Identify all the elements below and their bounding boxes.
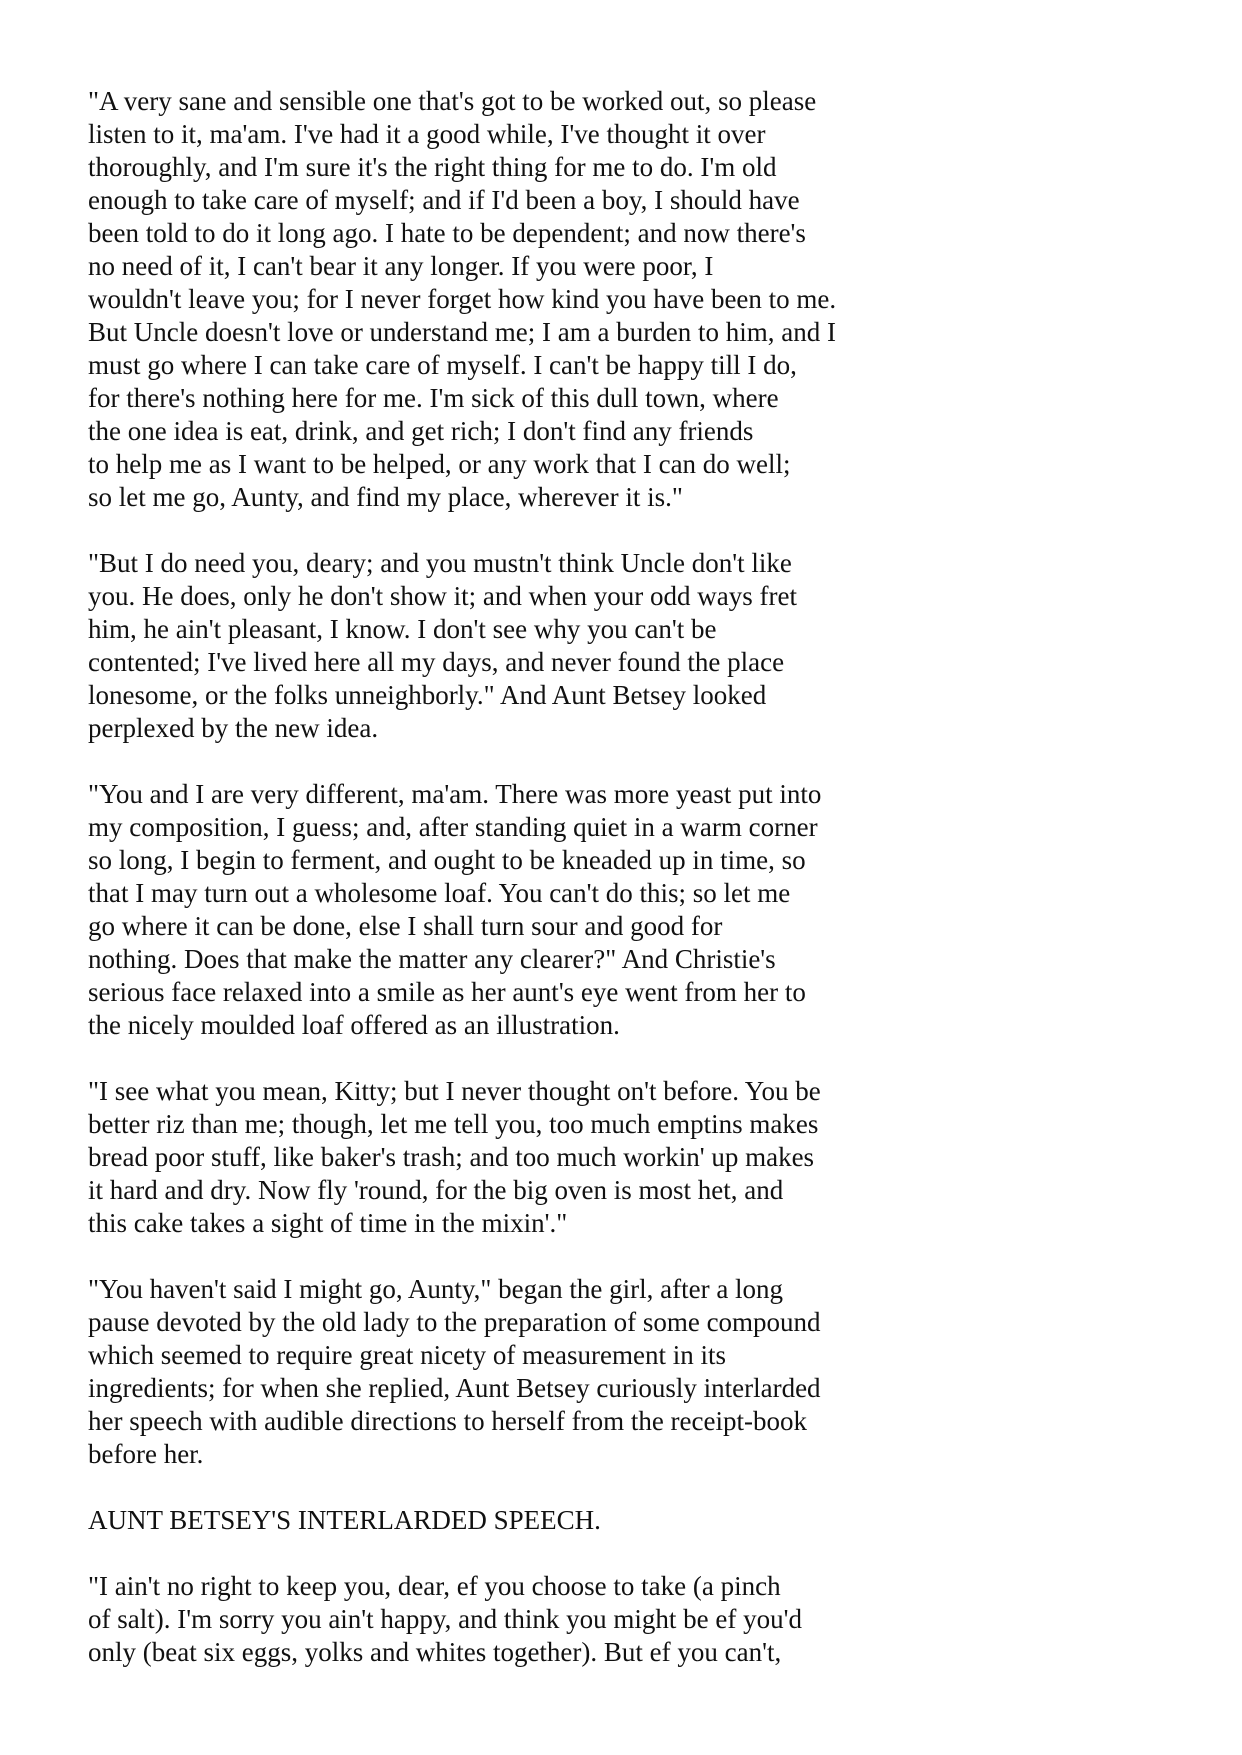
text-line: contented; I've lived here all my days, and never found the place [88, 647, 785, 677]
text-line: of salt). I'm sorry you ain't happy, and think you might be ef you'd [88, 1604, 802, 1634]
text-line: to help me as I want to be helped, or any work that I can do well; [88, 449, 791, 479]
text-line: no need of it, I can't bear it any longer. If you were poor, I [88, 251, 714, 281]
text-line: which seemed to require great nicety of measurement in its [88, 1340, 727, 1370]
text-line: this cake takes a sight of time in the mixin'." [88, 1208, 568, 1238]
paragraph-4 [88, 1075, 1168, 1240]
document-page [88, 85, 1168, 1702]
text-line: "I see what you mean, Kitty; but I never thought on't before. You be [88, 1076, 821, 1106]
text-line: him, he ain't pleasant, I know. I don't see why you can't be [88, 614, 717, 644]
text-line: that I may turn out a wholesome loaf. You can't do this; so let me [88, 878, 791, 908]
text-line: the one idea is eat, drink, and get rich; I don't find any friends [88, 416, 754, 446]
text-line: only (beat six eggs, yolks and whites together). But ef you can't, [88, 1637, 782, 1667]
text-line: her speech with audible directions to herself from the receipt-book [88, 1406, 807, 1436]
text-line: enough to take care of myself; and if I'd been a boy, I should have [88, 185, 800, 215]
paragraph-2 [88, 547, 1168, 745]
text-line: pause devoted by the old lady to the preparation of some compound [88, 1307, 821, 1337]
paragraph-3 [88, 778, 1168, 1042]
text-line: serious face relaxed into a smile as her aunt's eye went from her to [88, 977, 806, 1007]
text-line: so let me go, Aunty, and find my place, wherever it is." [88, 482, 683, 512]
text-line: "But I do need you, deary; and you mustn't think Uncle don't like [88, 548, 792, 578]
text-line: nothing. Does that make the matter any clearer?" And Christie's [88, 944, 776, 974]
section-heading [88, 1504, 1168, 1537]
text-line: bread poor stuff, like baker's trash; and too much workin' up makes [88, 1142, 815, 1172]
text-line: "You and I are very different, ma'am. There was more yeast put into [88, 779, 822, 809]
text-line: "You haven't said I might go, Aunty," began the girl, after a long [88, 1274, 784, 1304]
heading-line: AUNT BETSEY'S INTERLARDED SPEECH. [88, 1505, 601, 1535]
text-line: been told to do it long ago. I hate to be dependent; and now there's [88, 218, 806, 248]
text-line: must go where I can take care of myself. I can't be happy till I do, [88, 350, 797, 380]
text-line: listen to it, ma'am. I've had it a good while, I've thought it over [88, 119, 766, 149]
text-line: thoroughly, and I'm sure it's the right thing for me to do. I'm old [88, 152, 777, 182]
text-line: "A very sane and sensible one that's got to be worked out, so please [88, 86, 817, 116]
text-line: it hard and dry. Now fly 'round, for the big oven is most het, and [88, 1175, 784, 1205]
text-line: But Uncle doesn't love or understand me; I am a burden to him, and I [88, 317, 836, 347]
paragraph-5 [88, 1273, 1168, 1471]
text-line: so long, I begin to ferment, and ought to be kneaded up in time, so [88, 845, 806, 875]
text-line: lonesome, or the folks unneighborly." And Aunt Betsey looked [88, 680, 767, 710]
text-line: perplexed by the new idea. [88, 713, 379, 743]
text-line: the nicely moulded loaf offered as an illustration. [88, 1010, 620, 1040]
text-line: better riz than me; though, let me tell you, too much emptins makes [88, 1109, 819, 1139]
text-line: my composition, I guess; and, after standing quiet in a warm corner [88, 812, 818, 842]
paragraph-1 [88, 85, 1168, 514]
text-line: ingredients; for when she replied, Aunt Betsey curiously interlarded [88, 1373, 821, 1403]
text-line: wouldn't leave you; for I never forget how kind you have been to me. [88, 284, 837, 314]
text-line: you. He does, only he don't show it; and when your odd ways fret [88, 581, 798, 611]
paragraph-6 [88, 1570, 1168, 1669]
text-line: "I ain't no right to keep you, dear, ef you choose to take (a pinch [88, 1571, 781, 1601]
text-line: go where it can be done, else I shall turn sour and good for [88, 911, 723, 941]
text-line: before her. [88, 1439, 204, 1469]
text-line: for there's nothing here for me. I'm sick of this dull town, where [88, 383, 779, 413]
